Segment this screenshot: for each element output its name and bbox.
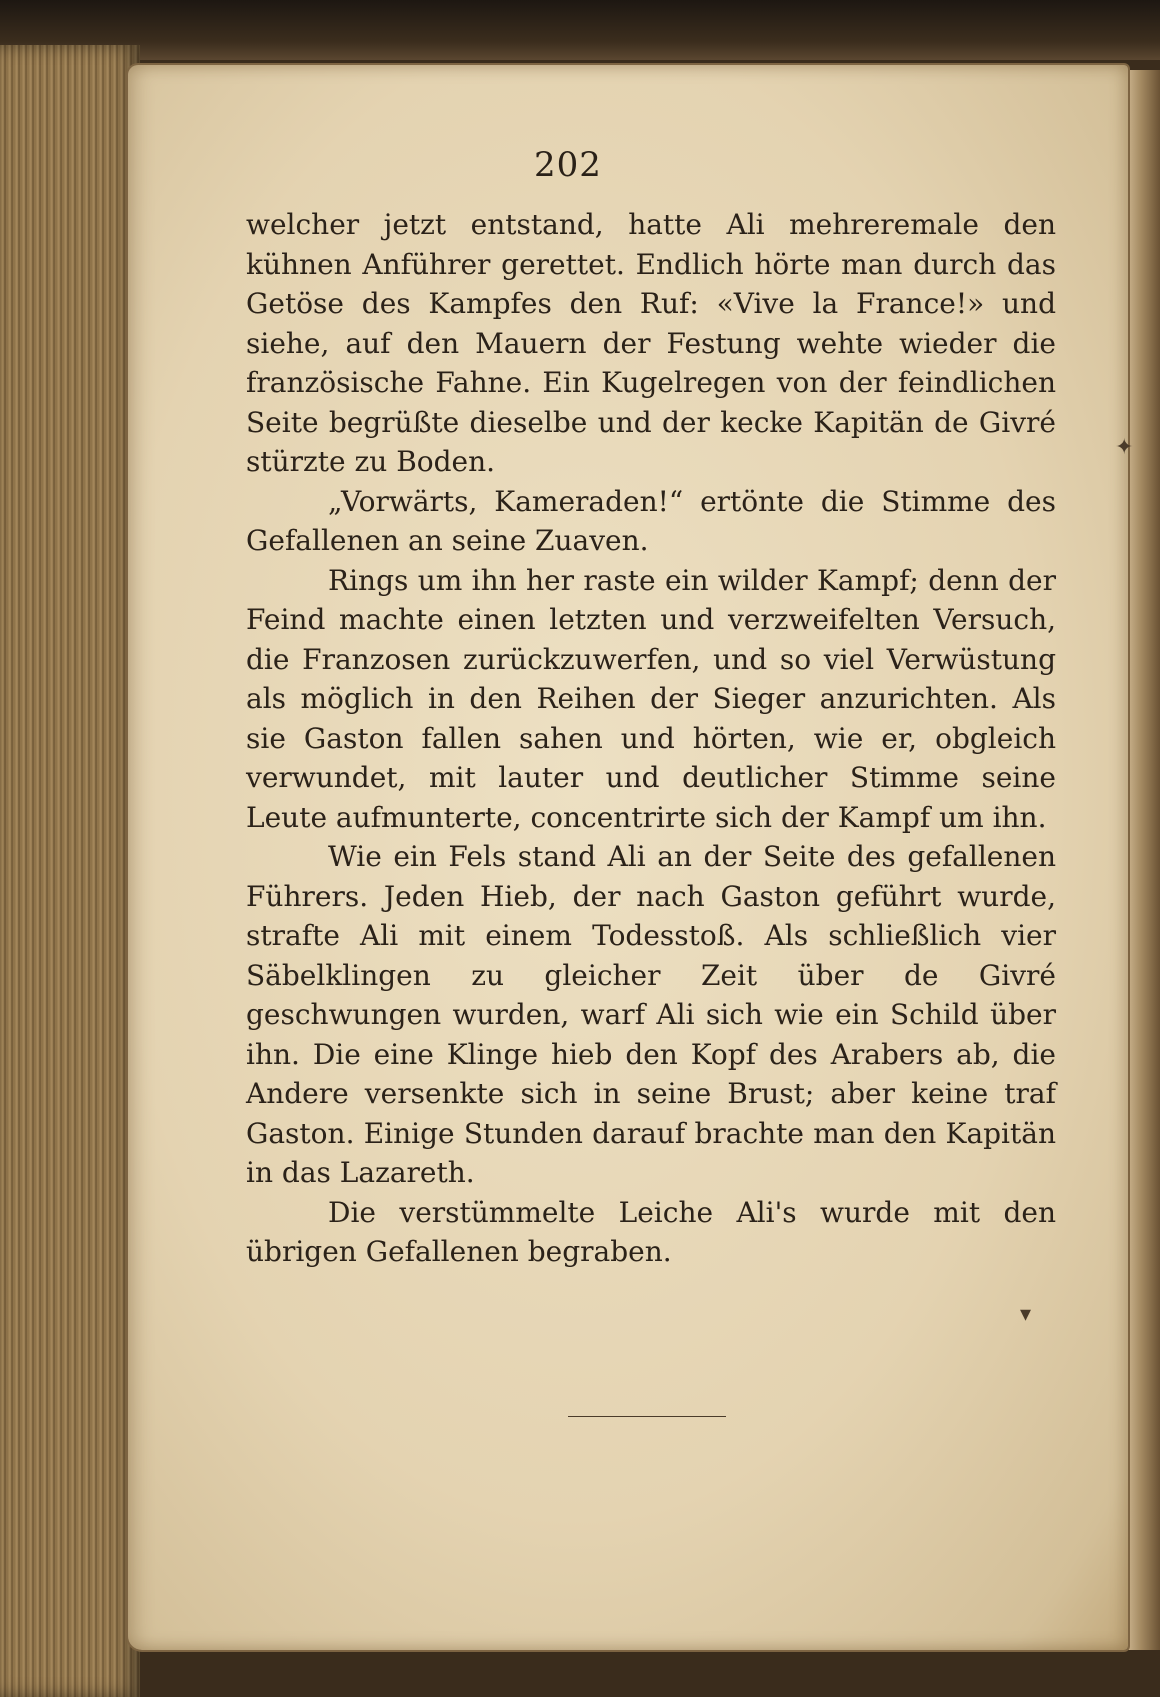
margin-mark-icon: ✦ <box>1115 435 1134 460</box>
paragraph: Wie ein Fels stand Ali an der Seite des gefallenen Führers. Jeden Hieb, der nach Gaston geführt wurde, strafte Ali mit einem Todesstoß. Als schließlich vier Säbelklingen zu gleicher Zeit über de Givré geschwungen wurden, warf Ali sich wie ein Schild über ihn. Die eine Klinge hieb den Kopf des Arabers ab, die Andere versenkte sich in seine Brust; aber keine traf Gaston. Einige Stunden darauf brachte man den Kapitän in das Lazareth. <box>246 840 1056 1189</box>
book-spine-edge <box>1128 70 1160 1650</box>
book-page <box>128 65 1128 1650</box>
paragraph: Rings um ihn her raste ein wilder Kampf; denn der Feind machte einen letzten und verzweifelten Versuch, die Franzosen zurückzuwerfen, und so viel Verwüstung als möglich in den Reihen der Sieger anzurichten. Als sie Gaston fallen sahen und hörten, wie er, obgleich verwundet, mit lauter und deutlicher Stimme seine Leute aufmunterte, concentrirte sich der Kampf um ihn. <box>246 563 1056 834</box>
body-text <box>246 205 1056 1272</box>
paragraph: welcher jetzt entstand, hatte Ali mehreremale den kühnen Anführer gerettet. Endlich hörte man durch das Getöse des Kampfes den Ruf: «Vive la France!» und siehe, auf den Mauern der Festung wehte wieder die französische Fahne. Ein Kugelregen von der feindlichen Seite begrüßte dieselbe und der kecke Kapitän de Givré stürzte zu Boden. <box>246 208 1056 478</box>
margin-mark-icon: ▾ <box>1020 1302 1032 1327</box>
page-number: 202 <box>534 145 602 185</box>
paragraph: Die verstümmelte Leiche Ali's wurde mit den übrigen Gefallenen begraben. <box>246 1195 1056 1268</box>
book-page-edges <box>0 45 140 1697</box>
paragraph: „Vorwärts, Kameraden!“ ertönte die Stimme des Gefallenen an seine Zuaven. <box>246 484 1056 557</box>
desk-background <box>0 0 1160 60</box>
section-divider <box>568 1416 726 1417</box>
